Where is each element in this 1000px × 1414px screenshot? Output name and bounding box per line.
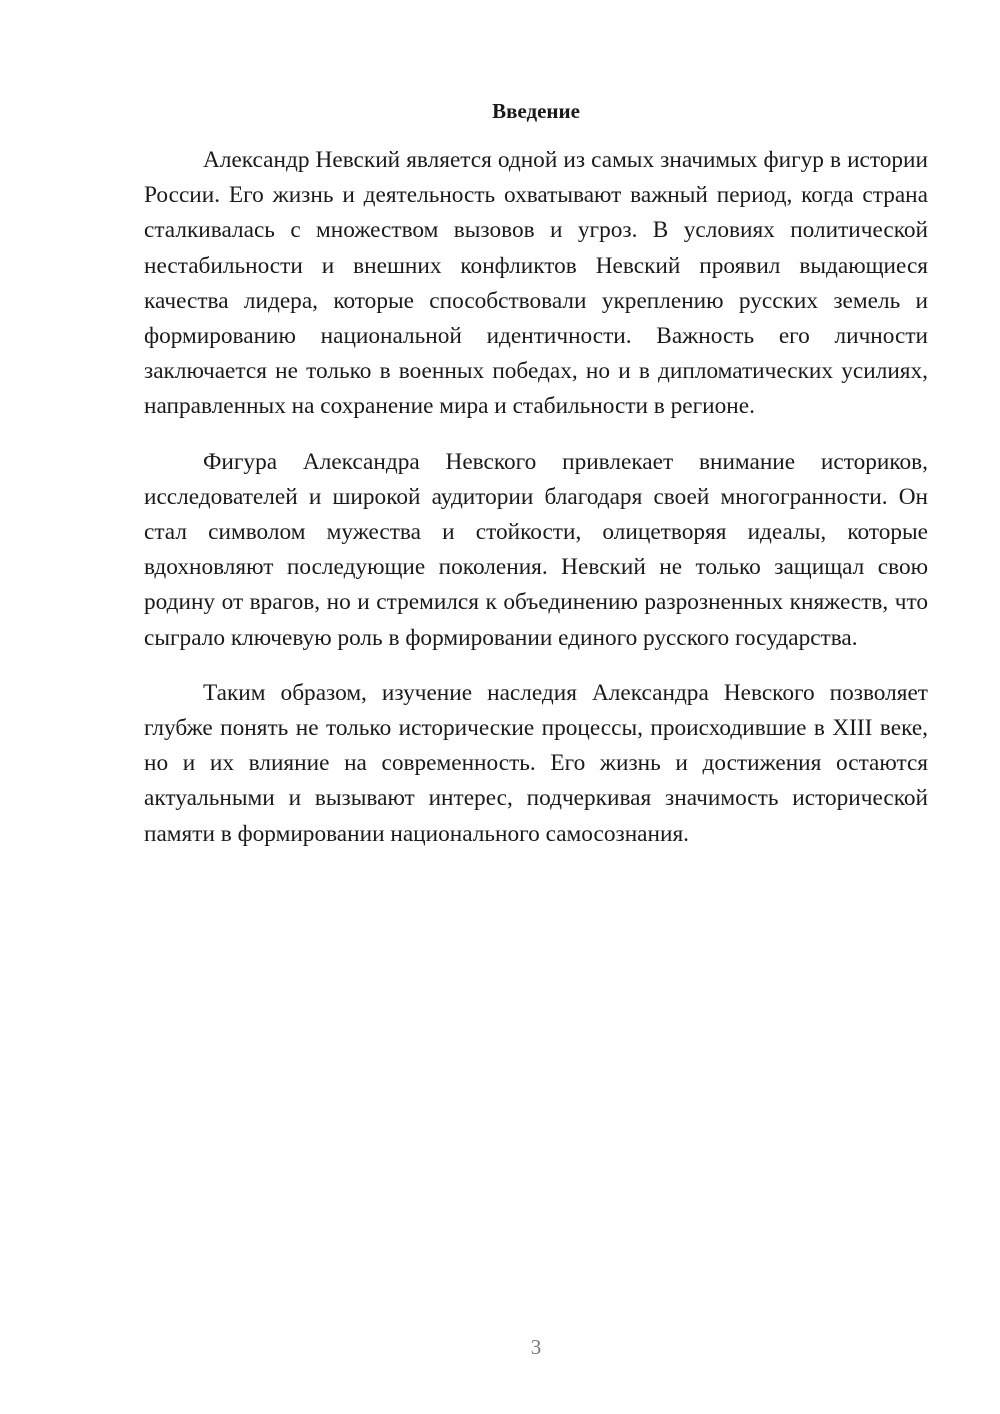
paragraph-3: Таким образом, изучение наследия Александра Невского позволяет глубже понять не только исторические процессы, происходившие в XIII веке, но и их влияние на современность. Его жизнь и достижения остаются актуальными и вызывают интерес, подчеркивая значимость исторической памяти в формировании национального самосознания. bbox=[144, 679, 928, 847]
paragraph-1: Александр Невский является одной из самых значимых фигур в истории России. Его жизнь и деятельность охватывают важный период, когда страна сталкивалась с множеством вызовов и угроз. В условиях политической нестабильности и внешних конфликтов Невский проявил выдающиеся качества лидера, которые способствовали укреплению русских земель и формированию национальной идентичности. Важность его личности заключается не только в военных победах, но и в дипломатических усилиях, направленных на сохранение мира и стабильности в регионе. bbox=[144, 147, 928, 420]
page-number: 3 bbox=[530, 1335, 542, 1359]
section-heading: Введение bbox=[492, 99, 580, 123]
body-text bbox=[144, 143, 928, 852]
paragraph-2: Фигура Александра Невского привлекает внимание историков, исследователей и широкой аудитории благодаря своей многогранности. Он стал символом мужества и стойкости, олицетворяя идеалы, которые вдохновляют последующие поколения. Невский не только защищал свою родину от врагов, но и стремился к объединению разрозненных княжеств, что сыграло ключевую роль в формировании единого русского государства. bbox=[144, 448, 928, 651]
